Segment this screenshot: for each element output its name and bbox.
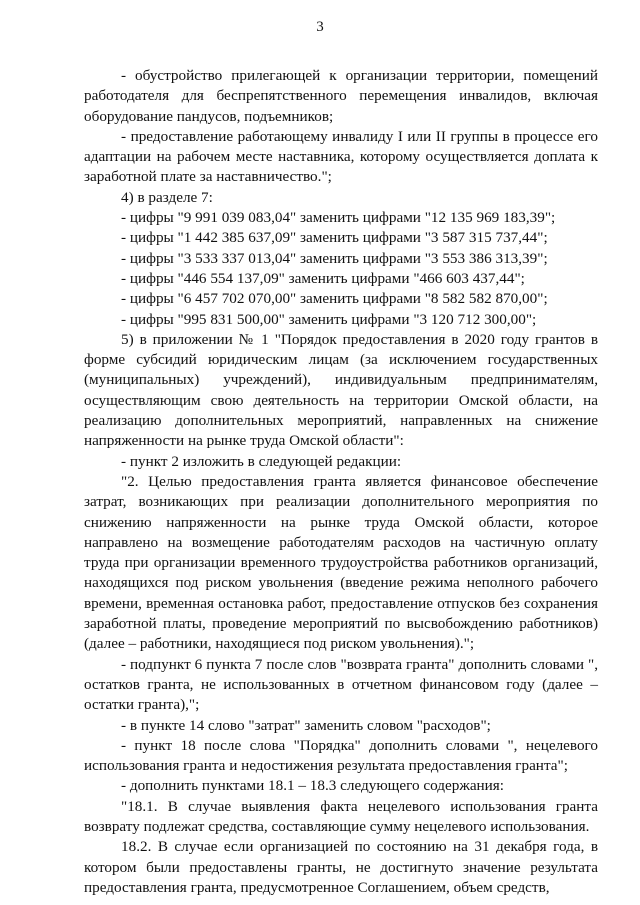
replacement-item: - цифры "3 533 337 013,04" заменить цифрами "3 553 386 313,39"; xyxy=(121,249,548,267)
page-number: 3 xyxy=(316,19,324,35)
paragraph: - подпункт 6 пункта 7 после слов "возврата гранта" дополнить словами ", остатков гранта, не использованных в отчетном финансовом году (далее – остатки гранта),"; xyxy=(84,655,598,714)
replacement-item: - цифры "9 991 039 083,04" заменить цифрами "12 135 969 183,39"; xyxy=(121,209,556,227)
section-item: 4) в разделе 7: xyxy=(121,188,213,206)
document-body xyxy=(84,66,598,898)
paragraph: - в пункте 14 слово "затрат" заменить словом "расходов"; xyxy=(121,716,491,734)
paragraph: "2. Целью предоставления гранта является финансовое обеспечение затрат, возникающих при реализации дополнительного мероприятия по снижению напряженности на рынке труда Омской области, которое направлено на возмещение работодателям расходов на частичную оплату труда при организации временного трудоустройства работников организаций, находящихся под риском увольнения (введение режима неполного рабочего времени, временная остановка работ, предоставление отпусков без сохранения заработной платы, проведение мероприятий по высвобождению работников) (далее – работники, находящиеся под риском увольнения)."; xyxy=(84,472,598,653)
paragraph: - пункт 18 после слова "Порядка" дополнить словами ", нецелевого использования гранта и недостижения результата предоставления гранта"; xyxy=(84,736,598,775)
replacement-item: - цифры "995 831 500,00" заменить цифрами "3 120 712 300,00"; xyxy=(121,310,537,328)
replacement-item: - цифры "6 457 702 070,00" заменить цифрами "8 582 582 870,00"; xyxy=(121,290,548,308)
replacement-item: - цифры "1 442 385 637,09" заменить цифрами "3 587 315 737,44"; xyxy=(121,229,548,247)
paragraph: - пункт 2 изложить в следующей редакции: xyxy=(121,452,402,470)
paragraph: - обустройство прилегающей к организации территории, помещений работодателя для беспрепятственного перемещения инвалидов, включая оборудование пандусов, подъемников; xyxy=(84,67,598,125)
paragraph: "18.1. В случае выявления факта нецелевого использования гранта возврату подлежат средства, составляющие сумму нецелевого использования. xyxy=(84,797,598,835)
replacement-item: - цифры "446 554 137,09" заменить цифрами "466 603 437,44"; xyxy=(121,269,525,287)
paragraph: - дополнить пунктами 18.1 – 18.3 следующего содержания: xyxy=(121,777,505,795)
paragraph: 5) в приложении № 1 "Порядок предоставления в 2020 году грантов в форме субсидий юридическим лицам (за исключением государственных (муниципальных) учреждений), индивидуальным предпринимателям, осуществляющим свою деятельность на территории Омской области, на реализацию дополнительных мероприятий, направленных на снижение напряженности на рынке труда Омской области": xyxy=(84,330,598,450)
paragraph: 18.2. В случае если организацией по состоянию на 31 декабря года, в котором были предоставлены гранты, не достигнуто значение результата предоставления гранта, предусмотренное Соглашением, объем средств, xyxy=(84,838,598,896)
paragraph: - предоставление работающему инвалиду I или II группы в процессе его адаптации на рабочем месте наставника, которому осуществляется доплата к заработной плате за наставничество."; xyxy=(84,127,598,186)
